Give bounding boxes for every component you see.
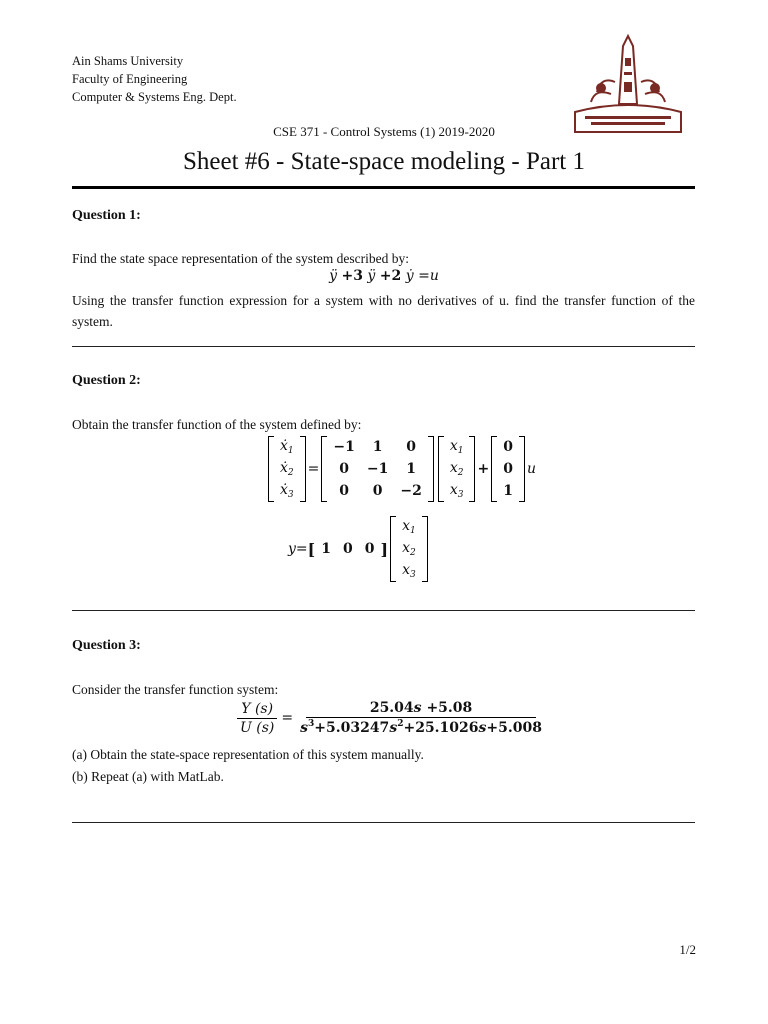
matrix-b [491,436,525,502]
q3-intro: Consider the transfer function system: [72,682,279,697]
state-vector: $x_1$ $x_2$ $x_3$ [438,436,476,502]
matrix-b-cell: 1 [503,483,513,499]
matrix-a-cell: 0 [406,439,416,455]
q1-equation: ÿ +3 ÿ +2 ẏ =u [329,268,439,284]
state-derivative-vector: ẋ$_1$ ẋ$_2$ ẋ$_3$ [268,436,306,502]
q2-intro: Obtain the transfer function of the system defined by: [72,417,362,432]
q2-heading: Question 2: [72,373,141,388]
matrix-a-cell: −1 [333,439,355,455]
den-coef: +5.008 [486,720,542,736]
matrix-a-cell: 0 [372,483,383,499]
matrix-a-cell: 0 [339,461,349,477]
transfer-function: $\frac{Y (s)}{U (s)}$ = $\frac{25.04s +5.08}{s^3+5.03247s^2+25.1026s+5.008}$ [236,700,546,736]
page-number: 1/2 [679,942,696,957]
q1-body: Using the transfer function expression for a system with no derivatives of u. find the transfer function of the system. [72,293,695,329]
den-coef: +25.1026 [403,720,479,736]
institution-block [72,52,237,106]
university-name: Ain Shams University [72,54,184,68]
matrix-a [321,436,433,502]
matrix-a-cell: −1 [366,461,389,477]
matrix-c-cell: 1 [321,541,331,557]
matrix-a-cell: 0 [339,483,349,499]
q3-item: (a) Obtain the state-space representation of this system manually. [72,747,424,762]
matrix-a-cell: 1 [406,461,416,477]
numerator-coef: 25.04 [369,700,414,716]
section-divider [72,610,695,611]
state-vector: $x_1$ $x_2$ $x_3$ [390,516,428,582]
output-equation: y = [ 1 0 0 ] $x_1$ $x_2$ $x_3$ [288,516,430,582]
matrix-b-cell: 0 [503,461,513,477]
den-coef: +5.03247 [314,720,390,736]
page-title: Sheet #6 - State-space modeling - Part 1 [183,148,585,175]
university-logo [571,32,685,136]
q1-intro: Find the state space representation of the system described by: [72,251,410,266]
department-name: Computer & Systems Eng. Dept. [72,90,237,104]
section-divider [72,822,695,823]
matrix-a-cell: 1 [372,439,383,455]
q3-heading: Question 3: [72,638,141,653]
q1-heading: Question 1: [72,208,141,223]
faculty-name: Faculty of Engineering [72,72,188,86]
q3-item: (b) Repeat (a) with MatLab. [72,769,224,784]
matrix-b-cell: 0 [503,439,513,455]
matrix-a-cell: −2 [400,483,422,499]
section-divider [72,346,695,347]
numerator-const: +5.08 [426,700,473,716]
matrix-c-cell: 0 [342,541,353,557]
state-equation: ẋ$_1$ ẋ$_2$ ẋ$_3$ = −1 1 0 0 −1 1 0 0 −2 $x_1$ $x_2$ $x_3$ + 0 0 1 u [266,436,536,502]
title-rule [72,186,695,189]
matrix-c-cell: 0 [364,541,375,557]
course-line: CSE 371 - Control Systems (1) 2019-2020 [273,124,495,139]
